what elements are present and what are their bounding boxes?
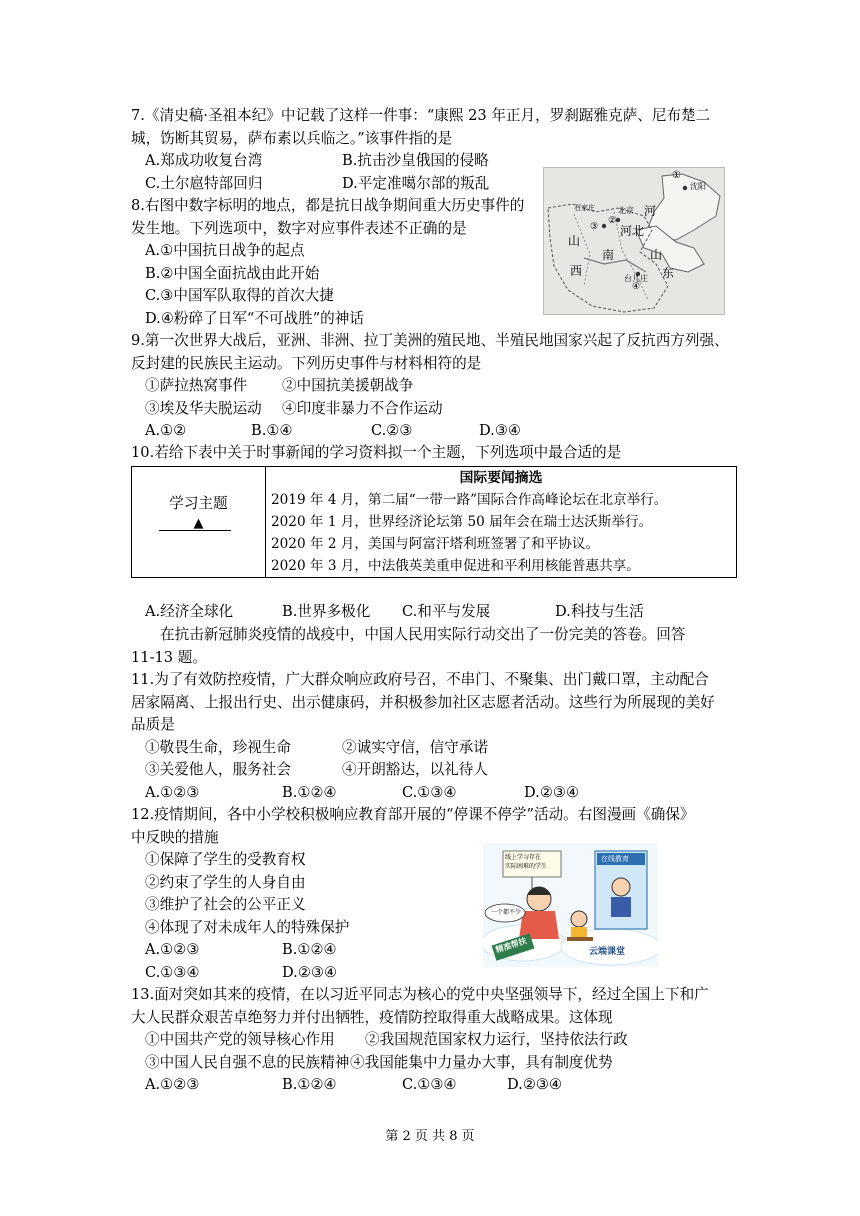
q9-item-1: ①萨拉热窝事件 [145,377,248,394]
q13-option-a: A.①②③ [145,1076,200,1093]
page-number: 第 2 页 共 8 页 [385,1129,475,1144]
q9-option-c: C.②③ [371,422,413,439]
map-label-shenyang: 沈阳 [690,182,706,191]
q8-option-a: A.①中国抗日战争的起点 [145,242,305,259]
q9-option-d: D.③④ [479,422,521,439]
q9-stem-line1: 9.第一次世界大战后，亚洲、非洲、拉丁美洲的殖民地、半殖民地国家兴起了反抗西方列强、 [131,332,729,349]
q7-stem-line1: 7.《清史稿·圣祖本纪》中记载了这样一件事：“康熙 23 年正月，罗刹踞雅克萨、尼布楚二 [131,107,711,124]
table-blank-underline [159,530,231,531]
q11-stem-line3: 品质是 [131,716,175,733]
q12-stem-line2: 中反映的措施 [131,829,219,846]
q13-option-d: D.②③④ [507,1076,563,1093]
q13-option-c: C.①③④ [402,1076,457,1093]
q12-option-b: B.①②④ [282,941,337,958]
q12-option-c: C.①③④ [145,964,200,981]
q9-item-4: ④印度非暴力不合作运动 [282,400,443,417]
q10-option-b: B.世界多极化 [282,603,371,620]
q12-option-d: D.②③④ [282,964,338,981]
table-blank-mark: ▲ [193,516,204,531]
q7-option-c: C.土尔扈特部回归 [145,175,263,192]
cartoon-banner-left: 精准帮扶 [494,935,528,955]
table-row: 2020 年 1 月，世界经济论坛第 50 届年会在瑞士达沃斯举行。 [271,514,653,530]
q10-stem: 10.若给下表中关于时事新闻的学习资料拟一个主题，下列选项中最合适的是 [131,444,622,461]
q13-option-b: B.①②④ [282,1076,337,1093]
map-label-taierzhuang: 台儿庄 [624,274,648,283]
table-topic-cell [132,467,266,577]
q12-item-1: ①保障了学生的受教育权 [145,851,306,868]
intro-line1: 在抗击新冠肺炎疫情的战疫中，中国人民用实际行动交出了一份完美的答卷。回答 [160,626,686,643]
q10-option-d: D.科技与生活 [555,603,644,620]
q13-item-2: ②我国规范国家权力运行，坚持依法行政 [365,1031,628,1048]
cartoon-bubble-text: 一个都不少 [491,909,522,916]
map-label-shandong-2: 东 [662,266,675,280]
map-label-shijiazhuang: 石家庄 [574,204,595,212]
q11-stem-line2: 居家隔离、上报出行史、出示健康码，并积极参加社区志愿者活动。这些行为所展现的美好 [131,694,715,711]
cartoon-figure [483,843,658,967]
q8-option-b: B.②中国全面抗战由此开始 [145,265,320,282]
q11-option-b: B.①②④ [282,784,337,801]
q10-option-c: C.和平与发展 [402,603,491,620]
q7-stem-line2: 城，饬断其贸易，萨布素以兵临之。”该事件指的是 [131,130,453,147]
map-label-shanxi-1: 山 [568,234,581,248]
q13-item-3: ③中国人民自强不息的民族精神 [145,1054,350,1071]
q13-item-1: ①中国共产党的领导核心作用 [145,1031,335,1048]
table-header: 国际要闻摘选 [459,470,543,486]
map-label-shandong-1: 山 [650,248,663,262]
q11-item-3: ③关爱他人，服务社会 [145,761,291,778]
q8-option-d: D.④粉碎了日军“不可战胜”的神话 [145,310,364,327]
q11-option-c: C.①③④ [402,784,457,801]
table-news-cell [266,467,736,577]
q9-item-3: ③埃及华夫脱运动 [145,400,262,417]
q12-item-4: ④体现了对未成年人的特殊保护 [145,919,350,936]
q12-item-2: ②约束了学生的人身自由 [145,874,306,891]
anti-japanese-war-map [543,167,725,315]
map-label-hebei: 河北 [620,224,645,238]
q13-stem-line1: 13.面对突如其来的疫情，在以习近平同志为核心的党中央坚强领导下，经过全国上下和广 [131,986,709,1003]
map-label-beijing: 北京 [618,206,634,215]
map-marker-2: ② [608,216,617,226]
table-row: 2020 年 3 月，中法俄英美重申促进和平利用核能普惠共享。 [271,558,640,574]
q9-option-b: B.①④ [251,422,293,439]
q12-option-a: A.①②③ [145,941,200,958]
q9-option-a: A.①② [145,422,187,439]
table-row: 2019 年 4 月，第二届“一带一路”国际合作高峰论坛在北京举行。 [271,492,668,508]
cartoon-sign-text: 线上学习存在 实际困难的学生 [505,854,548,870]
q9-item-2: ②中国抗美援朝战争 [282,377,414,394]
q11-item-1: ①敬畏生命，珍视生命 [145,739,291,756]
map-marker-1: ① [672,170,681,181]
q12-item-3: ③维护了社会的公平正义 [145,896,306,913]
q11-item-2: ②诚实守信，信守承诺 [342,739,488,756]
q11-stem-line1: 11.为了有效防控疫情，广大群众响应政府号召，不串门、不聚集、出门戴口罩，主动配合 [131,671,709,688]
news-table [131,466,737,578]
q7-option-d: D.平定准噶尔部的叛乱 [342,175,490,192]
q8-stem-line1: 8.右图中数字标明的地点，都是抗日战争期间重大历史事件的 [131,197,525,214]
map-label-he: 河 [644,204,657,218]
q8-stem-line2: 发生地。下列选项中，数字对应事件表述不正确的是 [131,220,467,237]
map-marker-4: ④ [632,282,641,292]
q12-stem-line1: 12.疫情期间，各中小学校积极响应教育部开展的“停课不停学”活动。右图漫画《确保》 [131,806,695,823]
map-label-nan: 南 [602,248,615,262]
q11-option-d: D.②③④ [524,784,580,801]
q11-option-a: A.①②③ [145,784,200,801]
table-row: 2020 年 2 月，美国与阿富汗塔利班签署了和平协议。 [271,536,600,552]
map-label-shanxi-2: 西 [570,264,583,278]
q7-option-a: A.郑成功收复台湾 [145,152,263,169]
q13-stem-line2: 大人民群众艰苦卓绝努力并付出牺牲，疫情防控取得重大战略成果。这体现 [131,1009,613,1026]
table-topic-label: 学习主题 [169,495,228,512]
cartoon-screen-title: 在线教育 [601,855,629,863]
q8-option-c: C.③中国军队取得的首次大捷 [145,287,334,304]
q10-option-a: A.经济全球化 [145,603,234,620]
q9-stem-line2: 反封建的民族民主运动。下列历史事件与材料相符的是 [131,355,482,372]
cartoon-banner-right: 云端课堂 [589,947,626,957]
q13-item-4: ④我国能集中力量办大事，具有制度优势 [350,1054,613,1071]
intro-line2: 11-13 题。 [131,649,207,666]
q11-item-4: ④开朗豁达，以礼待人 [342,761,488,778]
map-marker-3: ③ [590,222,599,232]
q7-option-b: B.抗击沙皇俄国的侵略 [342,152,489,169]
